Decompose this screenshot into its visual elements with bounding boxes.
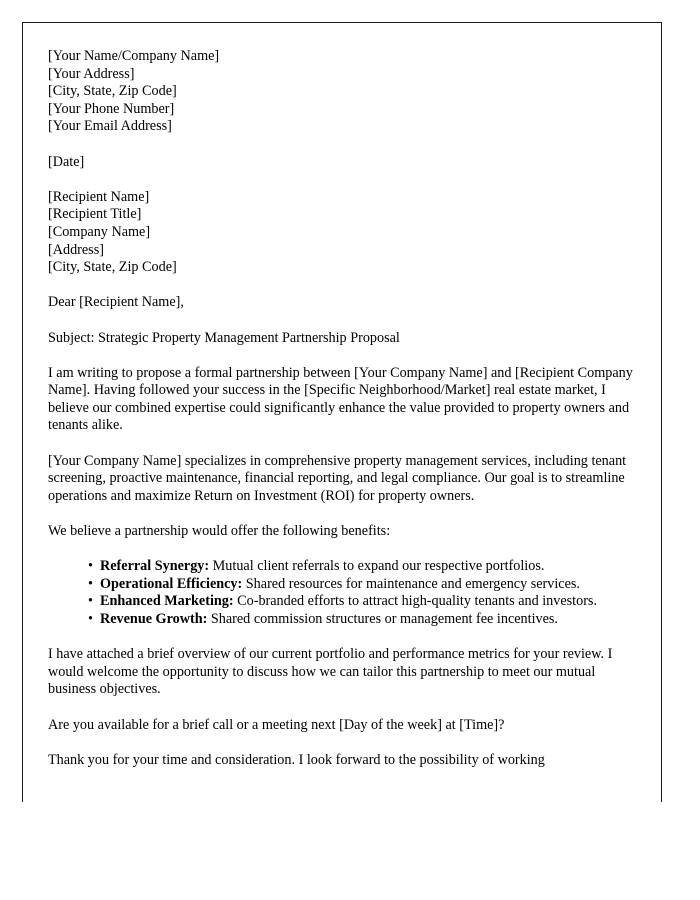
paragraph-attachment: I have attached a brief overview of our current portfolio and performance metrics for your review. I would welcome the opportunity to discuss how we can tailor this partnership to meet our mutual business objectives.	[48, 646, 613, 698]
benefit-lead: Operational Efficiency:	[100, 575, 243, 592]
benefits-intro: We believe a partnership would offer the following benefits:	[48, 523, 391, 540]
spacer-after-paragraph-3	[48, 699, 636, 717]
sender-city-state-zip-line: [City, State, Zip Code]	[48, 83, 177, 100]
spacer-after-paragraph-2	[48, 505, 636, 523]
paragraph-services: [Your Company Name] specializes in comprehensive property management services, including tenant screening, proactive maintenance, financial reporting, and legal compliance. Our goal is to streamline operations and maximize Return on Investment (ROI) for property owners.	[48, 452, 627, 504]
sender-address-block	[48, 48, 636, 136]
list-item	[88, 576, 662, 594]
benefit-text: Shared commission structures or management fee incentives.	[207, 611, 558, 627]
paragraph-meeting-request: Are you available for a brief call or a meeting next [Day of the week] at [Time]?	[48, 716, 505, 733]
spacer-after-recipient	[48, 277, 636, 295]
spacer-after-salutation	[48, 312, 636, 330]
benefit-text: Mutual client referrals to expand our respective portfolios.	[209, 558, 545, 575]
benefit-text: Co-branded efforts to attract high-quality tenants and investors.	[233, 593, 598, 610]
benefits-list	[48, 558, 662, 628]
spacer-after-date	[48, 171, 636, 189]
salutation: Dear [Recipient Name],	[48, 294, 184, 311]
list-item	[88, 558, 662, 576]
sender-address-line: [Your Address]	[48, 65, 135, 82]
spacer-before-benefits	[48, 541, 636, 559]
benefit-lead: Revenue Growth:	[100, 611, 208, 627]
recipient-name-line: [Recipient Name]	[48, 188, 150, 205]
letter-body	[48, 48, 636, 769]
sender-phone-line: [Your Phone Number]	[48, 100, 175, 117]
recipient-title-line: [Recipient Title]	[48, 206, 142, 223]
spacer-after-paragraph-1	[48, 435, 636, 453]
recipient-address-line: [Address]	[48, 241, 104, 258]
list-item	[88, 593, 662, 611]
spacer-after-sender	[48, 136, 636, 154]
recipient-address-block	[48, 189, 636, 277]
benefit-lead: Referral Synergy:	[100, 558, 210, 575]
list-item	[88, 611, 662, 629]
benefit-text: Shared resources for maintenance and emergency services.	[242, 575, 580, 592]
date-line: [Date]	[48, 153, 85, 170]
benefit-lead: Enhanced Marketing:	[100, 593, 234, 610]
spacer-after-subject	[48, 347, 636, 365]
paragraph-intro: I am writing to propose a formal partnership between [Your Company Name] and [Recipient Company Name]. Having followed your success in the [Specific Neighborhood/Market] real estate market, I believe our combined expertise could significantly enhance the value provided to property owners and tenants alike.	[48, 364, 633, 434]
paragraph-closing: Thank you for your time and consideration. I look forward to the possibility of working	[48, 751, 545, 768]
recipient-company-line: [Company Name]	[48, 223, 151, 240]
spacer-after-paragraph-4	[48, 734, 636, 752]
spacer-after-benefits	[48, 629, 636, 647]
subject-line: Subject: Strategic Property Management Partnership Proposal	[48, 329, 400, 346]
letter-page	[22, 22, 662, 802]
sender-email-line: [Your Email Address]	[48, 118, 172, 135]
sender-name-line: [Your Name/Company Name]	[48, 48, 220, 64]
recipient-city-state-zip-line: [City, State, Zip Code]	[48, 259, 177, 276]
